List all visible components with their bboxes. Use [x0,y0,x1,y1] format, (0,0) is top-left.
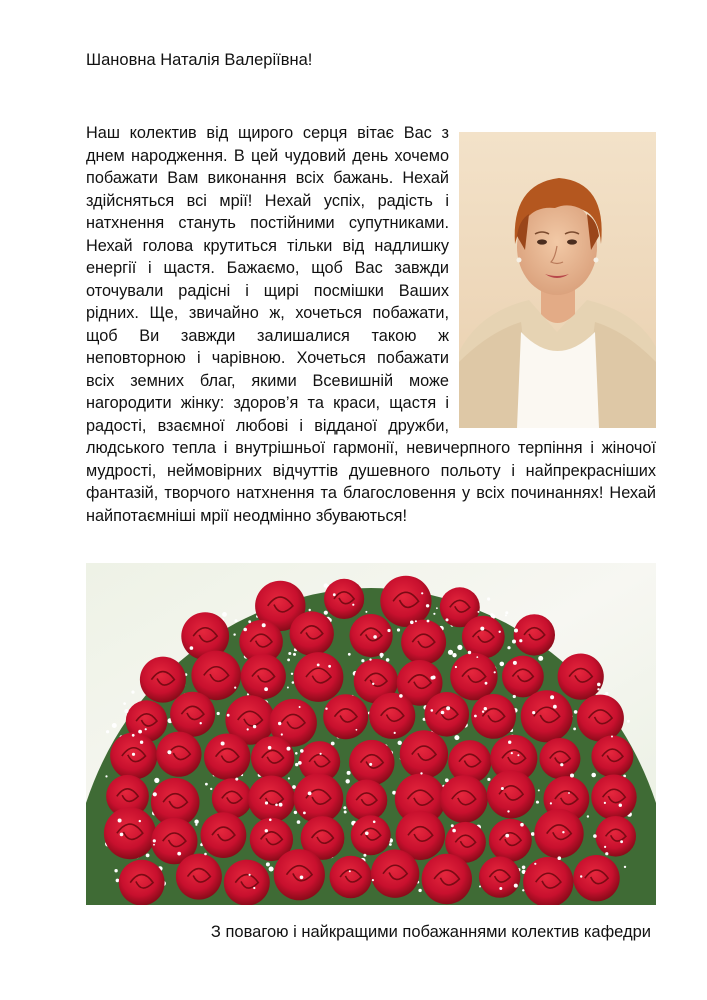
rose-blossom [502,656,544,698]
letter-text-block [86,122,656,527]
rose-bouquet-illustration [86,563,656,905]
rose-blossom [294,773,344,823]
rose-blossom [523,857,573,905]
rose-blossom [324,579,364,619]
rose-blossom [212,778,252,818]
signature-line: З повагою і найкращими побажаннями колектив кафедри [210,923,651,941]
rose-blossom [351,815,391,855]
rose-blossom [369,693,415,739]
rose-blossom [201,812,247,858]
rose-blossom [274,849,325,900]
rose-blossom [204,734,250,780]
rose-blossom [401,620,446,665]
rose-blossom [487,770,535,818]
portrait-photo [459,132,656,428]
greeting-heading: Шановна Наталія Валеріївна! [86,51,313,69]
rose-blossom [248,776,295,823]
rose-blossom [534,809,583,858]
rose-blossom [380,576,431,627]
rose-blossom [471,694,516,739]
rose-blossom [573,855,619,901]
rose-blossom [371,850,419,898]
rose-blossom [346,780,387,821]
rose-blossom [156,732,201,777]
rose-blossom [489,819,532,862]
rose-blossom [294,652,344,702]
rose-blossom [440,775,488,823]
rose-blossom [323,694,368,739]
rose-blossom [241,654,286,699]
rose-blossom [591,775,636,820]
rose-blossom [479,856,520,897]
rose-blossom [110,732,157,779]
rose-blossom [400,730,448,778]
rose-blossom [290,611,334,655]
rose-blossom [176,854,222,900]
rose-blossom [539,738,580,779]
rose-blossom [349,740,394,785]
rose-blossom [521,690,573,742]
rose-blossom [577,695,624,742]
rose-blossom [104,807,156,859]
letter-body-text: Наш колектив від щирого серця вітає Вас з днем народження. В цей чудовий день хочемо побажати Вам виконання всіх бажань. Нехай здійсняться всі мрії! Нехай успіх, радість і натхнення стануть постійними супутниками. Нехай голова крутиться тільки від надлишку енергії і щастя. Бажаємо, щоб Вас завжди оточували радісні і щирі посмішки Ваших рідних. Ще, звичайно ж, хочеться побажати, щоб Ви завжди залишалися такою ж неповторною і чарівною. Хочеться побажати всіх земних благ, якими Всевишній може нагородити жінку: здоров’я та краси, щастя і радості, взаємної любові і відданої дружби, людського тепла і внутрішньої гармонії, невичерпного терпіння і жіночої мудрості, неймовірних відчуттів душевного польоту і найпрекрасніших фантазій, творчого натхнення та благословення у всіх починаннях! Нехай найпотаємніші мрії неодмінно збуваються! [86,124,656,525]
rose-blossom [422,854,472,904]
rose-blossom [119,860,165,905]
rose-blossom [251,736,294,779]
rose-blossom [330,856,372,898]
rose-blossom [224,860,270,905]
rose-bouquet-photo [86,563,656,905]
rose-blossom [558,654,604,700]
rose-blossom [350,614,393,657]
rose-blossom [140,657,186,703]
rose-blossom [425,692,470,737]
rose-blossom [450,653,497,700]
rose-blossom [514,614,555,655]
rose-blossom [595,816,636,857]
rose-blossom [591,735,633,777]
portrait-illustration [459,132,656,428]
rose-blossom [170,692,215,737]
